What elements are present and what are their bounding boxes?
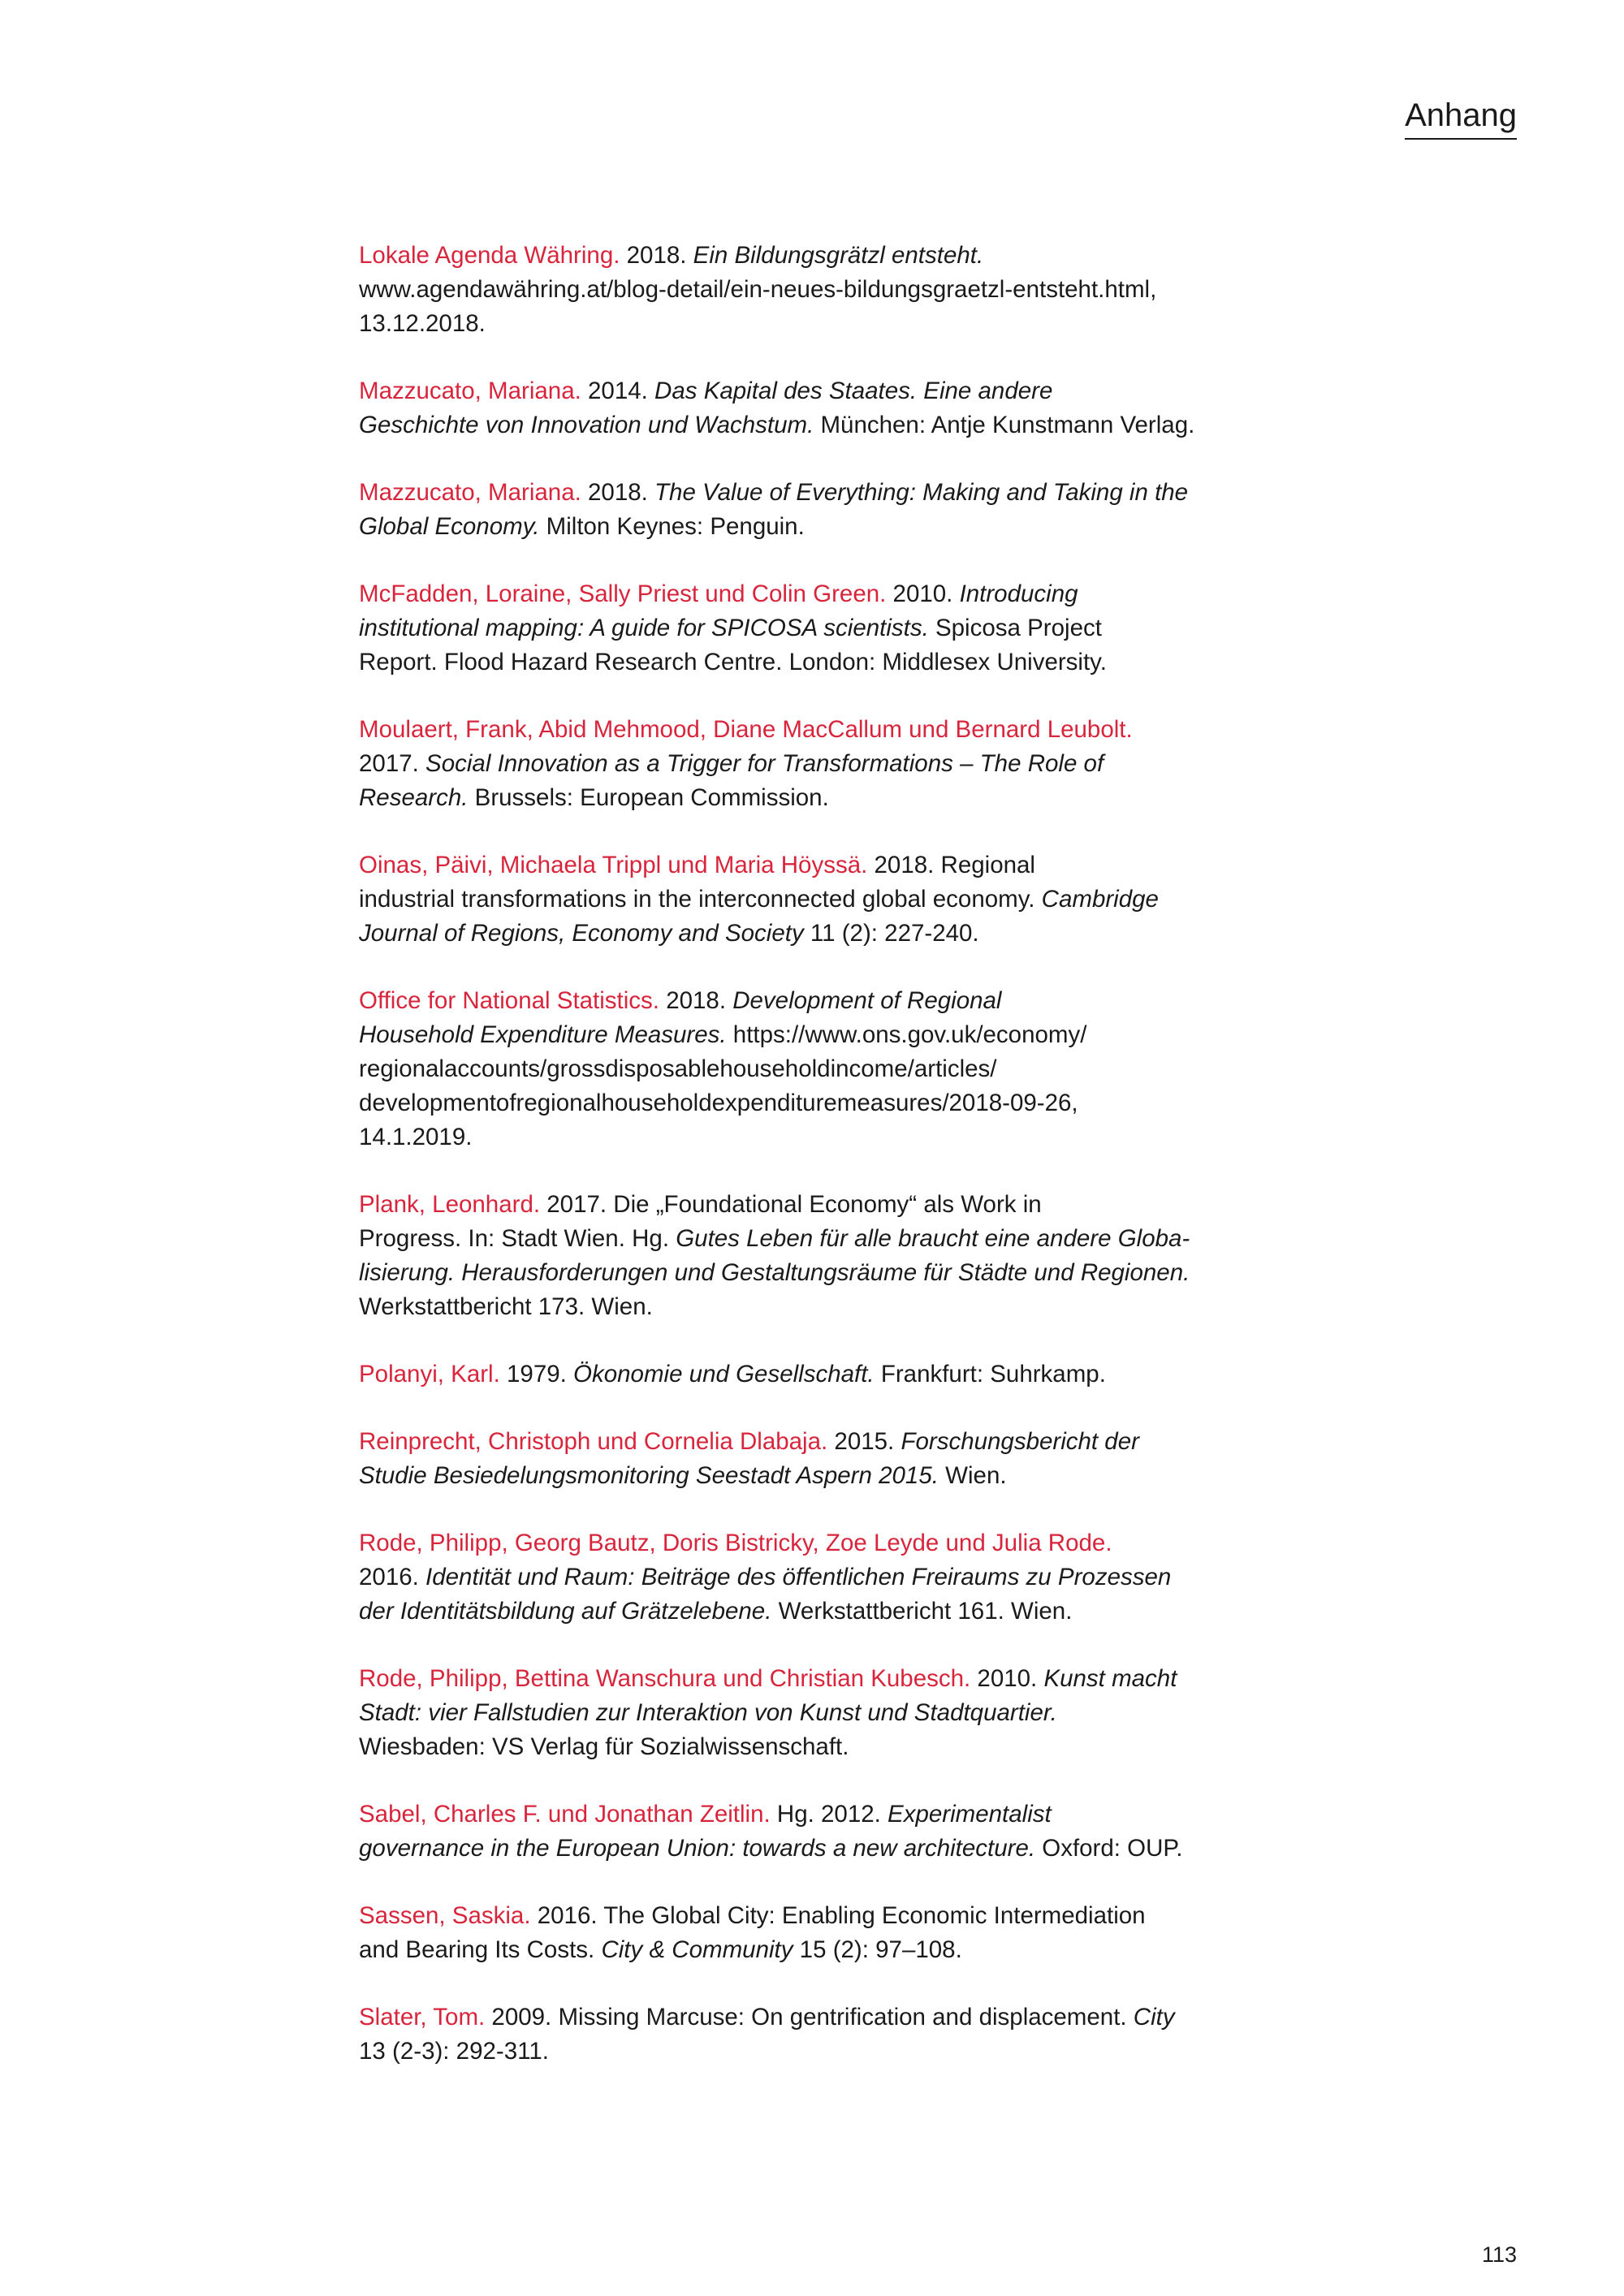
reference-title: Identität und Raum: Beiträge des öffentlichen Freiraums zu Prozessen <box>425 1564 1172 1590</box>
reference-line <box>359 476 1301 510</box>
reference-line <box>359 1459 1301 1493</box>
reference-line <box>359 577 1301 611</box>
reference-line <box>359 984 1301 1018</box>
reference-text: 2018. <box>581 479 655 506</box>
reference-text: 2014. <box>581 378 655 404</box>
reference-title: lisierung. Herausforderungen und Gestaltungsräume für Städte und Regionen. <box>359 1259 1190 1286</box>
reference-line <box>359 848 1301 883</box>
reference-text: 2010. <box>886 580 960 607</box>
reference-title: Geschichte von Innovation und Wachstum. <box>359 412 814 438</box>
reference-text: 2015. <box>827 1428 901 1455</box>
reference-line <box>359 408 1301 442</box>
reference-line <box>359 1560 1301 1595</box>
reference-title: City <box>1133 2004 1175 2031</box>
reference-title: Social Innovation as a Trigger for Transformations – The Role of <box>425 750 1104 777</box>
reference-text: Wien. <box>938 1462 1007 1489</box>
reference-text: 13.12.2018. <box>359 310 486 337</box>
reference-line <box>359 781 1301 815</box>
reference-text: 2017. Die „Foundational Economy“ als Work in <box>540 1191 1042 1218</box>
reference-text: 1979. <box>499 1361 574 1388</box>
reference-text: 2018. <box>659 987 733 1014</box>
reference-text: https://www.ons.gov.uk/economy/ <box>726 1021 1087 1048</box>
reference-text: 11 (2): 227-240. <box>803 920 979 947</box>
reference-author: Oinas, Päivi, Michaela Trippl und Maria Höyssä. <box>359 852 868 878</box>
reference-text: 2018. <box>620 242 693 269</box>
reference-entry <box>359 1357 1301 1392</box>
reference-entry <box>359 1425 1301 1493</box>
reference-author: Sassen, Saskia. <box>359 1902 531 1929</box>
reference-title: Household Expenditure Measures. <box>359 1021 727 1048</box>
reference-line <box>359 1425 1301 1459</box>
reference-author: Sabel, Charles F. und Jonathan Zeitlin. <box>359 1801 771 1828</box>
reference-text: Milton Keynes: Penguin. <box>539 513 805 540</box>
reference-text: 2009. Missing Marcuse: On gentrification and displacement. <box>485 2004 1134 2031</box>
reference-title: Global Economy. <box>359 513 540 540</box>
reference-entry <box>359 1899 1301 1967</box>
reference-author: Rode, Philipp, Georg Bautz, Doris Bistricky, Zoe Leyde und Julia Rode. <box>359 1530 1112 1556</box>
reference-text: Frankfurt: Suhrkamp. <box>874 1361 1106 1388</box>
reference-entry <box>359 713 1301 815</box>
reference-text: 15 (2): 97–108. <box>793 1936 962 1963</box>
reference-text: München: Antje Kunstmann Verlag. <box>814 412 1195 438</box>
reference-title: Stadt: vier Fallstudien zur Interaktion von Kunst und Stadtquartier. <box>359 1699 1057 1726</box>
reference-text: 2018. Regional <box>867 852 1035 878</box>
reference-text: Report. Flood Hazard Research Centre. London: Middlesex University. <box>359 649 1107 675</box>
reference-author: Moulaert, Frank, Abid Mehmood, Diane MacCallum und Bernard Leubolt. <box>359 716 1133 743</box>
reference-line <box>359 1290 1301 1324</box>
reference-line <box>359 374 1301 408</box>
reference-text: 2016. <box>359 1564 426 1590</box>
reference-text: 2017. <box>359 750 426 777</box>
reference-entry <box>359 984 1301 1154</box>
reference-line <box>359 1188 1301 1222</box>
reference-text: and Bearing Its Costs. <box>359 1936 602 1963</box>
reference-text: Werkstattbericht 161. Wien. <box>771 1598 1073 1625</box>
reference-line <box>359 747 1301 781</box>
reference-text: Oxford: OUP. <box>1035 1835 1183 1862</box>
reference-text: Wiesbaden: VS Verlag für Sozialwissenschaft. <box>359 1733 849 1760</box>
reference-entry <box>359 1526 1301 1629</box>
reference-author: Mazzucato, Mariana. <box>359 479 581 506</box>
reference-line <box>359 883 1301 917</box>
section-header: Anhang <box>1405 96 1517 140</box>
reference-line <box>359 510 1301 544</box>
reference-text: Brussels: European Commission. <box>468 784 829 811</box>
reference-text: 13 (2-3): 292-311. <box>359 2038 549 2065</box>
reference-author: McFadden, Loraine, Sally Priest und Colin Green. <box>359 580 887 607</box>
reference-text: regionalaccounts/grossdisposablehouseholdincome/articles/ <box>359 1055 997 1082</box>
reference-line <box>359 1086 1301 1120</box>
reference-line <box>359 1899 1301 1933</box>
reference-line <box>359 1120 1301 1154</box>
reference-entry <box>359 1798 1301 1866</box>
reference-author: Mazzucato, Mariana. <box>359 378 581 404</box>
page-number: 113 <box>1481 2242 1517 2267</box>
reference-author: Polanyi, Karl. <box>359 1361 500 1388</box>
reference-title: Cambridge <box>1041 886 1159 913</box>
reference-author: Rode, Philipp, Bettina Wanschura und Christian Kubesch. <box>359 1665 971 1692</box>
reference-line <box>359 917 1301 951</box>
reference-author: Slater, Tom. <box>359 2004 486 2031</box>
reference-title: Research. <box>359 784 469 811</box>
reference-text: 2016. The Global City: Enabling Economic Intermediation <box>530 1902 1146 1929</box>
reference-line <box>359 1526 1301 1560</box>
reference-text: 2010. <box>970 1665 1044 1692</box>
reference-title: Ökonomie und Gesellschaft. <box>573 1361 875 1388</box>
reference-title: Studie Besiedelungsmonitoring Seestadt Aspern 2015. <box>359 1462 939 1489</box>
reference-title: Ein Bildungsgrätzl entsteht. <box>693 242 984 269</box>
reference-entry <box>359 239 1301 341</box>
reference-title: The Value of Everything: Making and Taking in the <box>654 479 1189 506</box>
reference-line <box>359 273 1301 307</box>
reference-text: www.agendawähring.at/blog-detail/ein-neues-bildungsgraetzl-entsteht.html, <box>359 276 1157 303</box>
reference-author: Office for National Statistics. <box>359 987 659 1014</box>
reference-line <box>359 1595 1301 1629</box>
reference-line <box>359 239 1301 273</box>
reference-entry <box>359 1662 1301 1764</box>
reference-title: Gutes Leben für alle braucht eine andere Globa- <box>676 1225 1190 1252</box>
reference-line <box>359 1798 1301 1832</box>
reference-text: Spicosa Project <box>928 615 1102 641</box>
reference-author: Lokale Agenda Währing. <box>359 242 620 269</box>
reference-line <box>359 1662 1301 1696</box>
reference-list <box>359 239 1301 2102</box>
reference-entry <box>359 848 1301 951</box>
reference-line <box>359 1256 1301 1290</box>
reference-title: Experimentalist <box>888 1801 1052 1828</box>
reference-entry <box>359 476 1301 544</box>
reference-title: Introducing <box>959 580 1078 607</box>
reference-line <box>359 307 1301 341</box>
reference-line <box>359 611 1301 645</box>
reference-text: industrial transformations in the interconnected global economy. <box>359 886 1042 913</box>
reference-line <box>359 1696 1301 1730</box>
reference-entry <box>359 577 1301 680</box>
reference-line <box>359 2000 1301 2035</box>
reference-line <box>359 1018 1301 1052</box>
reference-title: governance in the European Union: towards a new architecture. <box>359 1835 1036 1862</box>
reference-title: Journal of Regions, Economy and Society <box>359 920 804 947</box>
reference-line <box>359 1222 1301 1256</box>
reference-line <box>359 1357 1301 1392</box>
reference-entry <box>359 374 1301 442</box>
reference-title: institutional mapping: A guide for SPICOSA scientists. <box>359 615 929 641</box>
reference-text: 14.1.2019. <box>359 1124 473 1150</box>
reference-entry <box>359 1188 1301 1324</box>
reference-line <box>359 1933 1301 1967</box>
reference-line <box>359 1730 1301 1764</box>
reference-text: Hg. 2012. <box>770 1801 888 1828</box>
reference-text: Progress. In: Stadt Wien. Hg. <box>359 1225 676 1252</box>
reference-title: Development of Regional <box>732 987 1002 1014</box>
reference-title: Kunst macht <box>1043 1665 1177 1692</box>
reference-text: developmentofregionalhouseholdexpendituremeasures/2018-09-26, <box>359 1090 1078 1116</box>
reference-line <box>359 1832 1301 1866</box>
reference-title: City & Community <box>601 1936 793 1963</box>
reference-line <box>359 713 1301 747</box>
reference-line <box>359 2035 1301 2069</box>
reference-author: Plank, Leonhard. <box>359 1191 541 1218</box>
reference-title: der Identitätsbildung auf Grätzelebene. <box>359 1598 772 1625</box>
reference-author: Reinprecht, Christoph und Cornelia Dlabaja. <box>359 1428 828 1455</box>
reference-line <box>359 645 1301 680</box>
reference-text: Werkstattbericht 173. Wien. <box>359 1293 653 1320</box>
reference-line <box>359 1052 1301 1086</box>
reference-title: Forschungsbericht der <box>901 1428 1139 1455</box>
reference-entry <box>359 2000 1301 2069</box>
reference-title: Das Kapital des Staates. Eine andere <box>654 378 1053 404</box>
